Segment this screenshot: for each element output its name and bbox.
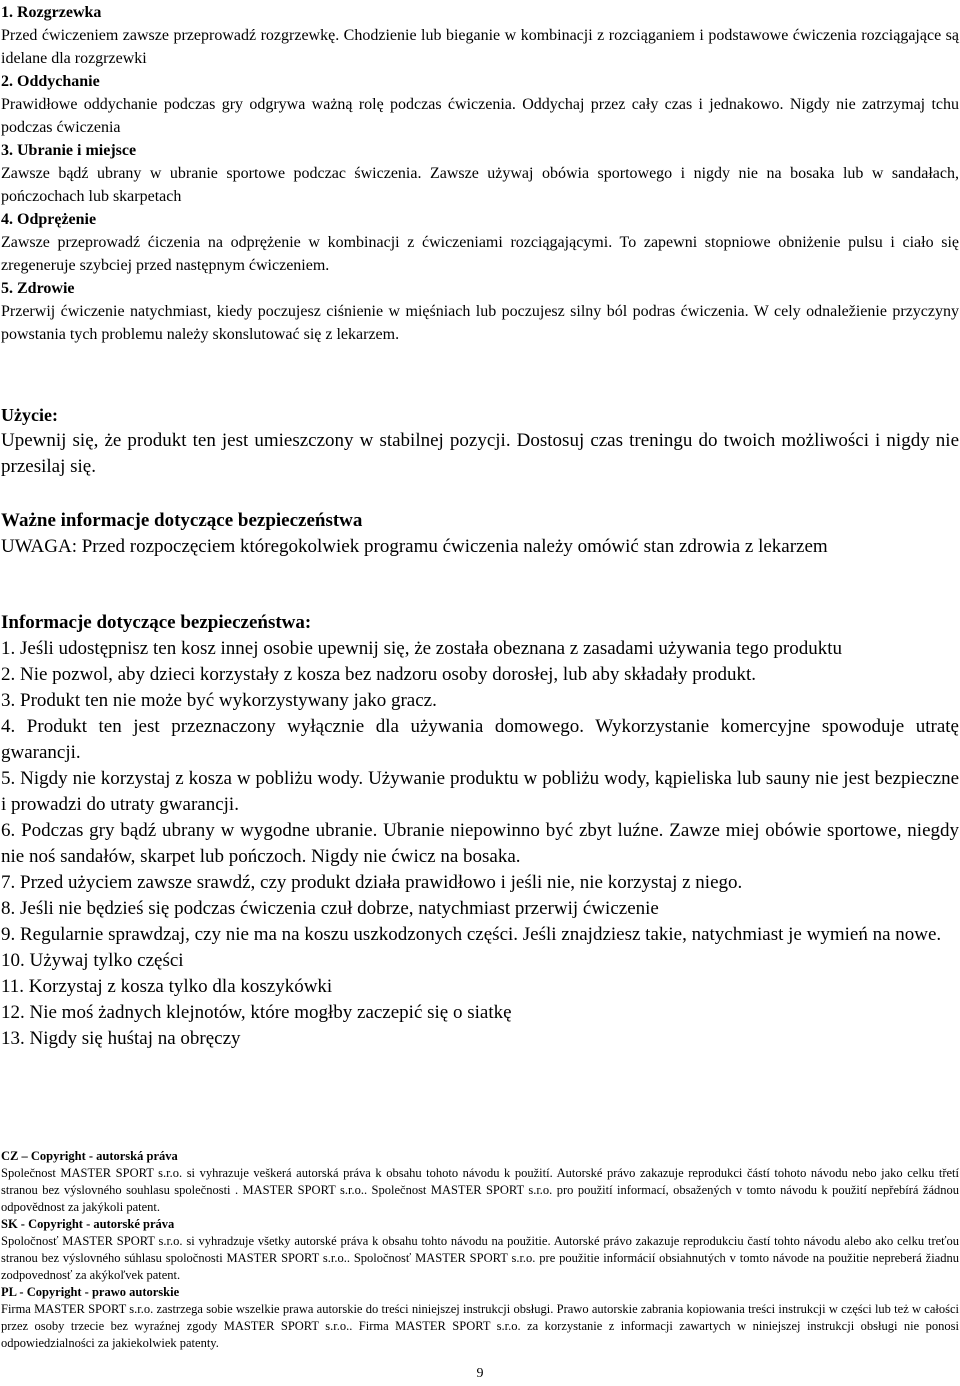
safety-section xyxy=(1,610,959,1052)
tip-heading-health: 5. Zdrowie xyxy=(1,280,75,297)
copyright-section xyxy=(1,1148,959,1352)
safety-item: 12. Nie moś żadnych klejnotów, które mogłby zaczepić się o siatkę xyxy=(1,1002,512,1023)
safety-heading: Informacje dotyczące bezpieczeństwa: xyxy=(1,612,312,633)
safety-item: 11. Korzystaj z kosza tylko dla koszykówki xyxy=(1,976,333,997)
usage-section xyxy=(1,402,959,480)
tip-text-breathing: Prawidłowe oddychanie podczas gry odgrywa ważną rolę podczas ćwiczenia. Oddychaj przez cały czas i jednakowo. Nigdy nie zatrzymaj tchu podczas ćwiczenia xyxy=(1,96,959,136)
copyright-heading-sk: SK - Copyright - autorské práva xyxy=(1,1217,175,1231)
tip-text-clothing: Zawsze bądź ubrany w ubranie sportowe podczac świczenia. Zawsze używaj obówia sportowego i nigdy nie na bosaka lub w sandałach, pończochach lub skarpetach xyxy=(1,165,959,205)
tip-text-health: Przerwij ćwiczenie natychmiast, kiedy poczujesz ciśnienie w mięśniach lub poczujesz silny ból podras ćwiczenia. W cely odnaležienie przyczyny powstania tych problemu należy skonslutować się z lekarzem. xyxy=(1,303,959,343)
copyright-text-cz: Společnost MASTER SPORT s.r.o. si vyhrazuje veškerá autorská práva k obsahu tohoto návodu k použití. Autorské právo zakazuje reprodukci částí tohoto návodu nebo jako celku třetí stranou bez výslovného souhlasu společnosti . MASTER SPORT s.r.o.. Společnost MASTER SPORT s.r.o. pro použití informací, obsažených v tomto návodu k použití nepřebírá žádnou odpovědnost za jakýkoli patent. xyxy=(1,1166,959,1214)
safety-item: 5. Nigdy nie korzystaj z kosza w pobliżu wody. Używanie produktu w pobliżu wody, kąpieliska lub sauny nie jest bezpieczne i prowadzi do utraty gwarancji. xyxy=(1,768,959,815)
important-info-text: UWAGA: Przed rozpoczęciem któregokolwiek programu ćwiczenia należy omówić stan zdrowia z lekarzem xyxy=(1,536,828,557)
copyright-heading-pl: PL - Copyright - prawo autorskie xyxy=(1,1285,180,1299)
safety-item: 8. Jeśli nie będzieś się podczas ćwiczenia czuł dobrze, natychmiast przerwij ćwiczenie xyxy=(1,898,659,919)
safety-item: 10. Używaj tylko części xyxy=(1,950,184,971)
safety-item: 4. Produkt ten jest przeznaczony wyłącznie dla używania domowego. Wykorzystanie komercyjne spowoduje utratę gwarancji. xyxy=(1,716,959,763)
tip-text-cooldown: Zawsze przeprowadź ćiczenia na odprężenie w kombinacji z ćwiczeniami rozciągającymi. To zapewni stopniowe obniżenie pulsu i ciało się zregeneruje szybciej przed następnym ćwiczeniem. xyxy=(1,234,959,274)
usage-heading: Użycie: xyxy=(1,405,58,425)
page-number: 9 xyxy=(476,1366,484,1381)
tip-heading-breathing: 2. Oddychanie xyxy=(1,73,100,90)
safety-item: 2. Nie pozwol, aby dzieci korzystały z kosza bez nadzoru osoby dorosłej, lub aby składały produkt. xyxy=(1,664,757,685)
safety-list xyxy=(1,636,959,1052)
copyright-text-pl: Firma MASTER SPORT s.r.o. zastrzega sobie wszelkie prawa autorskie do treści niniejszej instrukcji obsługi. Prawo autorskie zabrania kopiowania treści instrukcji w części lub też w całości przez osoby trzecie bez wyraźnej zgody MASTER SPORT s.r.o.. Firma MASTER SPORT s.r.o. za korzystanie z informacji zawartych w niniejszej instrukcji obsługi nie ponosi odpowiedzialności za jakiekolwiek patenty. xyxy=(1,1302,959,1350)
safety-item: 13. Nigdy się huśtaj na obręczy xyxy=(1,1028,241,1049)
important-info-heading: Ważne informacje dotyczące bezpieczeństwa xyxy=(1,510,363,531)
tip-text-warmup: Przed ćwiczeniem zawsze przeprowadź rozgrzewkę. Chodzienie lub bieganie w kombinacji z rozciąganiem i podstawowe ćwiczenia rozciągające są idelane dla rozgrzewki xyxy=(1,27,959,67)
safety-item: 1. Jeśli udostępnisz ten kosz innej osobie upewnij się, że została obeznana z zasadami używania tego produktu xyxy=(1,638,843,659)
usage-text: Upewnij się, że produkt ten jest umieszczony w stabilnej pozycji. Dostosuj czas treningu do twoich możliwości i nigdy nie przesilaj się. xyxy=(1,430,959,477)
safety-item: 6. Podczas gry bądź ubrany w wygodne ubranie. Ubranie niepowinno być zbyt luźne. Zawze miej obówie sportowe, niegdy nie noś sandałów, skarpet lub pończoch. Nigdy nie ćwicz na bosaka. xyxy=(1,820,959,867)
tip-heading-clothing: 3. Ubranie i miejsce xyxy=(1,142,137,159)
important-info-section xyxy=(1,508,959,560)
safety-item: 7. Przed użyciem zawsze srawdź, czy produkt działa prawidłowo i jeśli nie, nie korzystaj z niego. xyxy=(1,872,743,893)
exercise-tips-section xyxy=(1,1,959,346)
copyright-heading-cz: CZ – Copyright - autorská práva xyxy=(1,1149,178,1163)
tip-heading-cooldown: 4. Odprężenie xyxy=(1,211,97,228)
copyright-text-sk: Spoločnosť MASTER SPORT s.r.o. si vyhradzuje všetky autorské práva k obsahu tohto návodu na použitie. Autorské právo zakazuje reprodukciu častí tohto návodu alebo ako celku treťou stranou bez výslovného súhlasu spoločnosti MASTER SPORT s.r.o.. Spoločnosť MASTER SPORT s.r.o. pre použitie informácií obsiahnutých v tomto návode na použitie nepreberá žiadnu zodpovednosť za akýkoľvek patent. xyxy=(1,1234,959,1282)
safety-item: 3. Produkt ten nie może być wykorzystywany jako gracz. xyxy=(1,690,437,711)
safety-item: 9. Regularnie sprawdzaj, czy nie ma na koszu uszkodzonych części. Jeśli znajdziesz takie, natychmiast je wymień na nowe. xyxy=(1,924,942,945)
tip-heading-warmup: 1. Rozgrzewka xyxy=(1,4,102,21)
